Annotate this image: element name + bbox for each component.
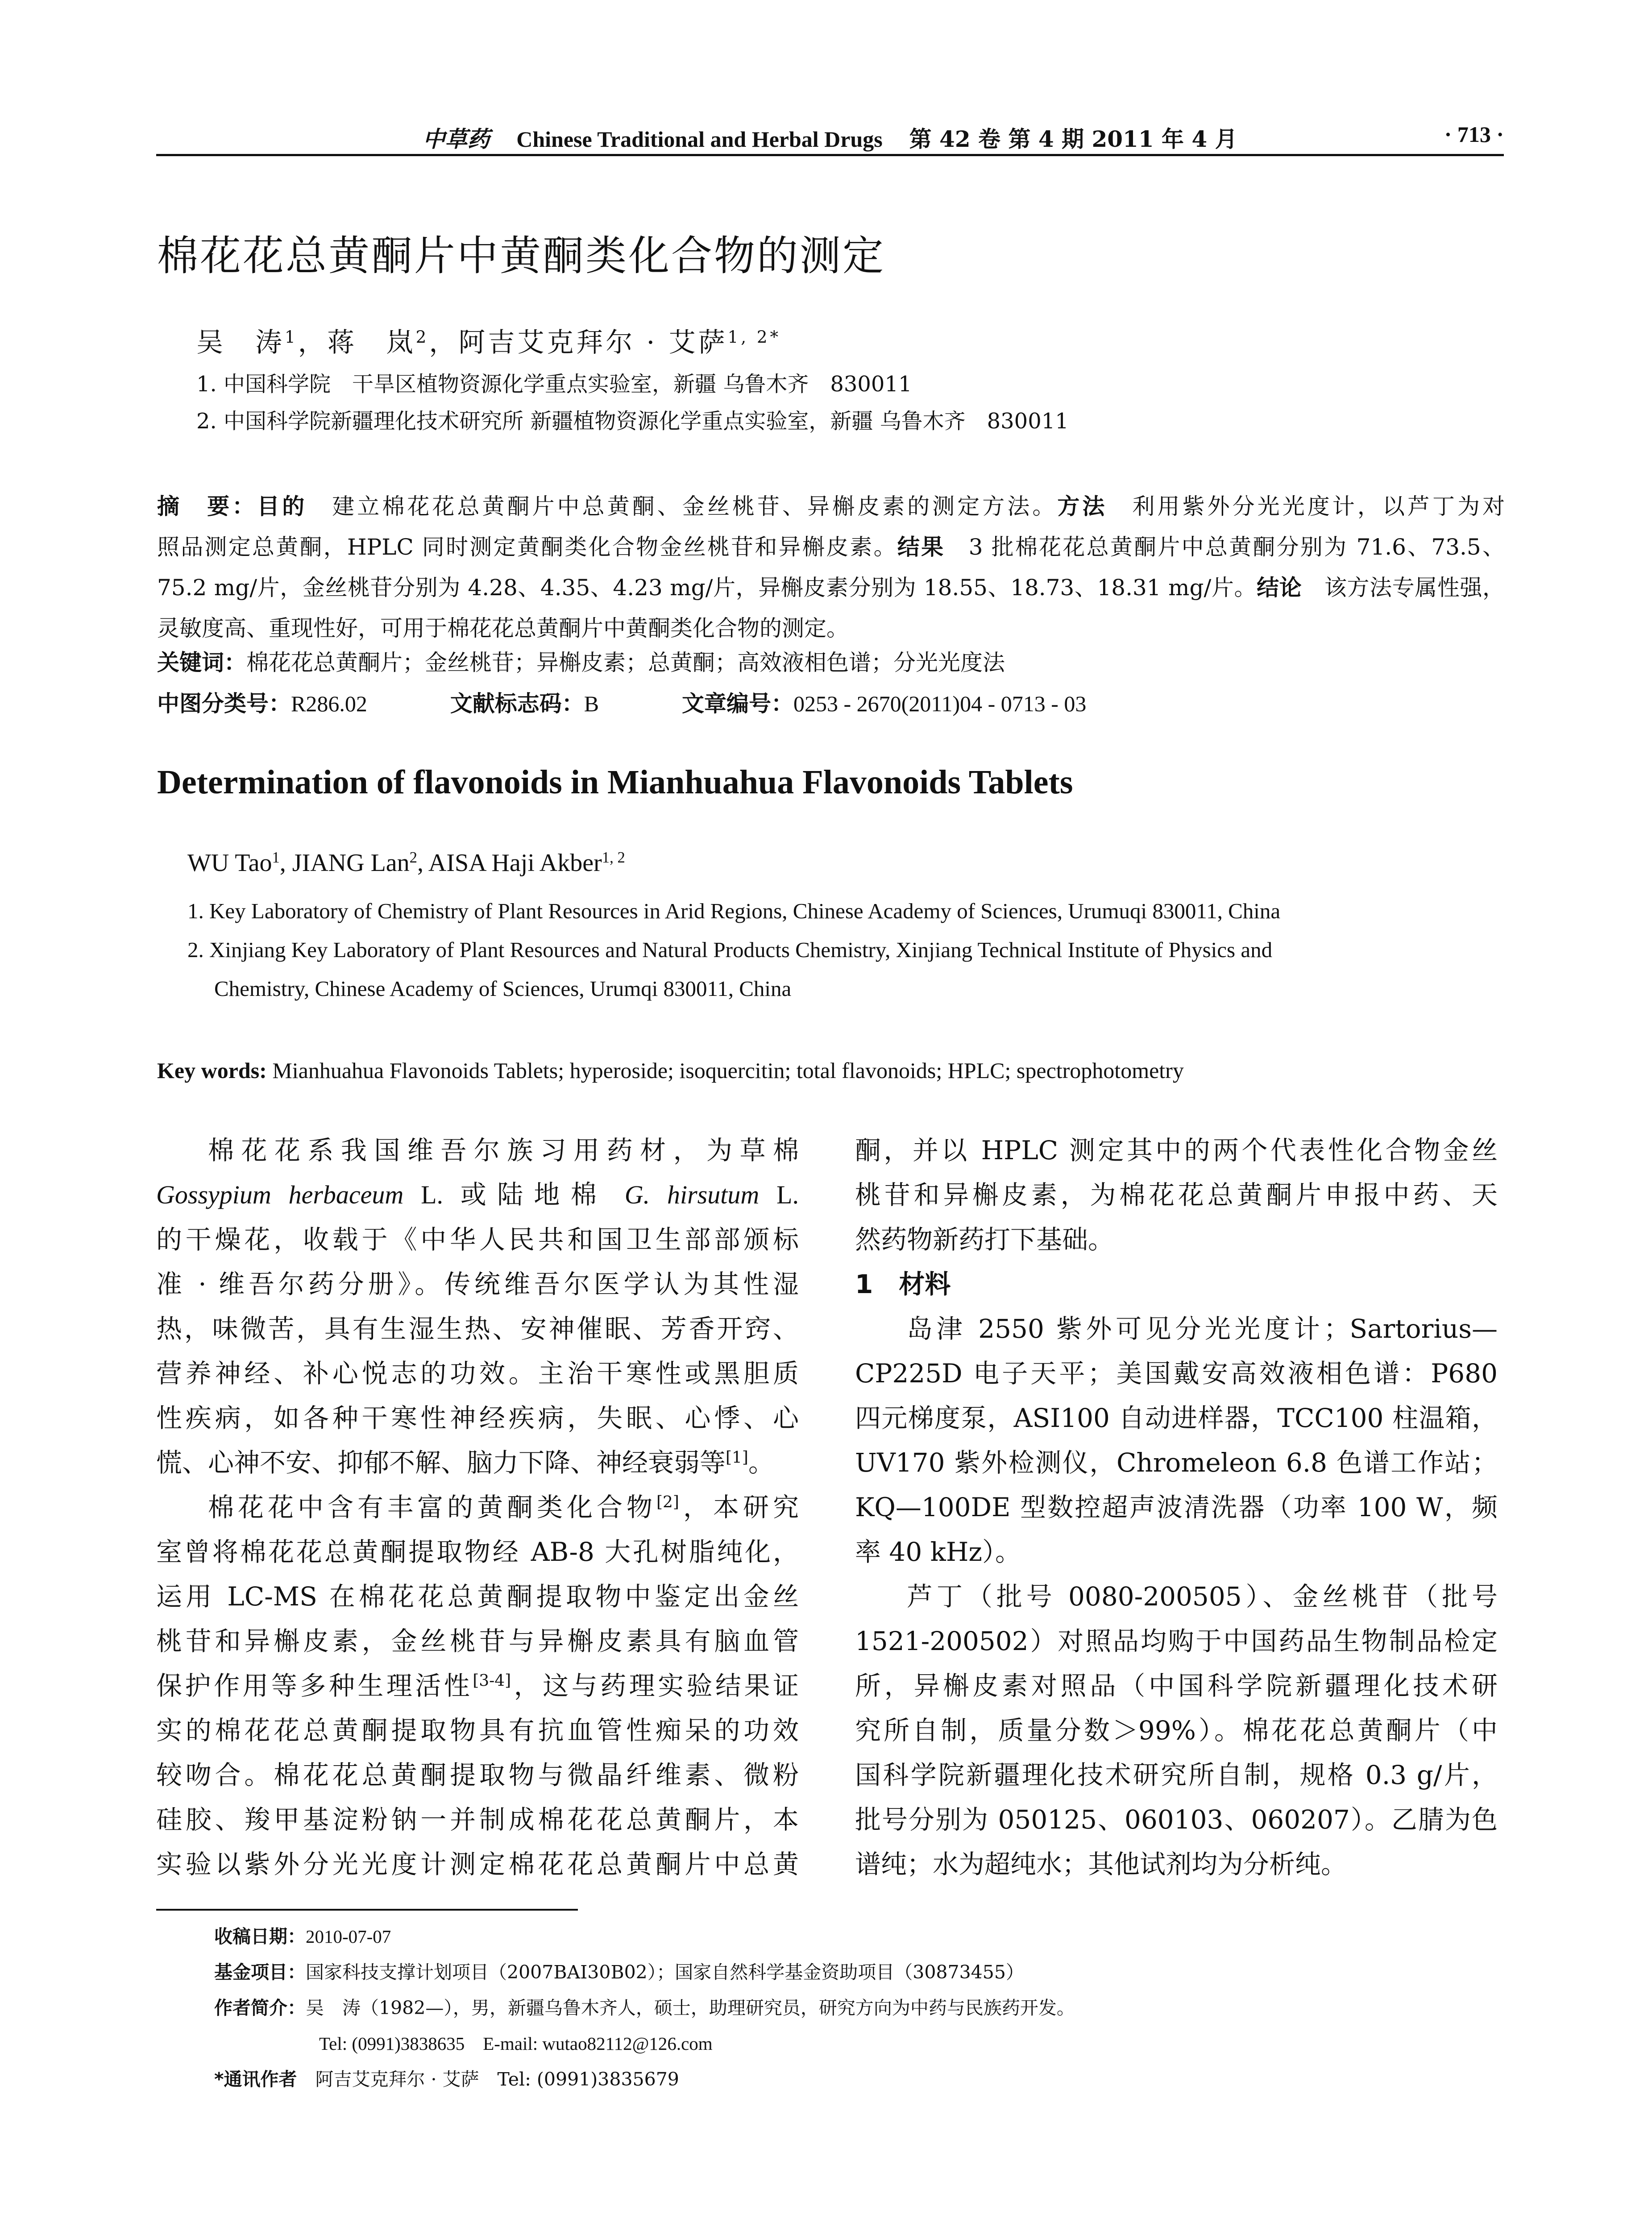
citation: [1]: [726, 1448, 748, 1467]
citation: [3-4]: [473, 1671, 511, 1690]
body-text: L.: [759, 1180, 799, 1209]
abstract-text: 3 批棉花花总黄酮片中总黄酮分别为 71.6、73.5、: [945, 534, 1505, 560]
footnote-received: [214, 1919, 1075, 1954]
cn-affiliation-1: 1. 中国科学院 干旱区植物资源化学重点实验室，新疆 乌鲁木齐 830011: [196, 372, 912, 397]
cn-author-2-aff: 2: [415, 327, 429, 347]
body-line: [156, 1440, 799, 1485]
en-keywords-label: Key words:: [157, 1058, 267, 1083]
body-line: 营养神经、补心悦志的功效。主治干寒性或黑胆质: [156, 1358, 799, 1389]
body-text: L. 或陆地棉: [403, 1180, 625, 1209]
footnote-label: 基金项目：: [214, 1961, 306, 1983]
body-line: 较吻合。棉花花总黄酮提取物与微晶纤维素、微粉: [156, 1760, 799, 1790]
running-header: [156, 121, 1504, 152]
footnote-label: 收稿日期：: [214, 1926, 306, 1947]
footnote-fund: [214, 1954, 1075, 1990]
body-text: 棉花花中含有丰富的黄酮类化合物: [208, 1492, 657, 1522]
cn-author-1-aff: 1: [285, 327, 298, 347]
footnote-text: 阿吉艾克拜尔 · 艾萨 Tel: (0991)3835679: [297, 2069, 679, 2090]
page-number: · 713 ·: [1444, 122, 1504, 147]
doc-code-label: 文献标志码：: [450, 691, 584, 717]
abstract-text: 照品测定总黄酮，HPLC 同时测定黄酮类化合物金丝桃苷和异槲皮素。: [157, 534, 897, 560]
footnote-author-contact: Tel: (0991)3838635 E-mail: wutao82112@126.com: [319, 2033, 713, 2054]
footnote-author-bio: [214, 1990, 1075, 2026]
purpose-label: 目的: [257, 493, 307, 519]
en-author-3-aff: 1, 2: [602, 848, 625, 866]
body-line: 准 · 维吾尔药分册》。传统维吾尔医学认为其性湿: [156, 1269, 799, 1299]
body-column-left: [156, 1128, 799, 1887]
body-line: 批号分别为 050125、060103、060207）。乙腈为色: [855, 1804, 1498, 1835]
body-line: 硅胶、羧甲基淀粉钠一并制成棉花花总黄酮片，本: [156, 1804, 799, 1835]
cn-author-3: ，阿吉艾克拜尔 · 艾萨: [429, 327, 728, 358]
en-author-3: , AISA Haji Akber: [417, 849, 602, 877]
body-text: 保护作用等多种生理活性: [156, 1671, 473, 1701]
body-text: ，这与药理实验结果证: [511, 1671, 799, 1701]
header-rule: [156, 154, 1504, 156]
cn-affiliation-2: 2. 中国科学院新疆理化技术研究所 新疆植物资源化学重点实验室，新疆 乌鲁木齐 830011: [196, 409, 1069, 434]
body-line: 室曾将棉花花总黄酮提取物经 AB-8 大孔树脂纯化，: [156, 1537, 799, 1567]
article-number-label: 文章编号：: [682, 691, 794, 717]
journal-en: Chinese Traditional and Herbal Drugs: [516, 127, 883, 152]
footnote-text: 国家科技支撑计划项目（2007BAI30B02）；国家自然科学基金资助项目（30873455）: [306, 1961, 1024, 1983]
body-line: 热，味微苦，具有生湿生热、安神催眠、芳香开窍、: [156, 1314, 799, 1344]
body-line: [156, 1485, 799, 1530]
body-text: 慌、心神不安、抑郁不解、脑力下降、神经衰弱等: [156, 1447, 726, 1478]
body-line: 究所自制，质量分数＞99%）。棉花花总黄酮片（中: [855, 1715, 1498, 1746]
journal-cn: 中草药: [423, 126, 490, 152]
body-column-right: [855, 1128, 1498, 1887]
footnote-label: 作者简介：: [214, 1997, 306, 2019]
abstract-label: 摘 要：: [157, 493, 257, 519]
abstract-text: 灵敏度高、重现性好，可用于棉花花总黄酮片中黄酮类化合物的测定。: [157, 615, 849, 641]
body-line: 谱纯；水为超纯水；其他试剂均为分析纯。: [855, 1849, 1347, 1879]
clc-value: R286.02: [291, 691, 367, 716]
en-affiliation-1: 1. Key Laboratory of Chemistry of Plant Resources in Arid Regions, Chinese Academy of Sciences, Urumuqi 830011, China: [187, 899, 1281, 923]
en-author-1: WU Tao: [187, 849, 272, 877]
body-line: 然药物新药打下基础。: [855, 1224, 1114, 1255]
footnote-text: 吴 涛（1982—），男，新疆乌鲁木齐人，硕士，助理研究员，研究方向为中药与民族药开发。: [306, 1997, 1075, 2019]
body-line: 所，异槲皮素对照品（中国科学院新疆理化技术研: [855, 1671, 1498, 1701]
footnote-label: *通讯作者: [214, 2069, 297, 2090]
cn-keywords-label: 关键词：: [157, 650, 246, 676]
body-line: 岛津 2550 紫外可见分光光度计；Sartorius—: [907, 1314, 1498, 1344]
cn-authors: [196, 321, 781, 360]
footnote-corresponding: [214, 2061, 1075, 2097]
body-line: 性疾病，如各种干寒性神经疾病，失眠、心悸、心: [156, 1403, 799, 1433]
body-line: 桃苷和异槲皮素，金丝桃苷与异槲皮素具有脑血管: [156, 1626, 799, 1656]
cn-abstract: [157, 486, 1505, 649]
body-line: UV170 紫外检测仪，Chromeleon 6.8 色谱工作站；: [855, 1447, 1498, 1478]
method-label: 方法: [1057, 493, 1108, 519]
issue-info: 第 42 卷 第 4 期 2011 年 4 月: [909, 126, 1237, 152]
en-authors: [187, 849, 625, 877]
body-line: 芦丁（批号 0080-200505）、金丝桃苷（批号: [907, 1581, 1498, 1612]
cn-keywords-text: 棉花花总黄酮片；金丝桃苷；异槲皮素；总黄酮；高效液相色谱；分光光度法: [246, 650, 1005, 676]
en-keywords-text: Mianhuahua Flavonoids Tablets; hyperoside; isoquercitin; total flavonoids; HPLC; spectrophotometry: [266, 1058, 1184, 1083]
body-text: 。: [748, 1447, 774, 1478]
conclusion-label: 结论: [1257, 575, 1302, 601]
classification-line: [157, 686, 1086, 718]
en-title: Determination of flavonoids in Mianhuahua Flavonoids Tablets: [157, 763, 1073, 801]
result-label: 结果: [897, 534, 945, 560]
cn-title: 棉花花总黄酮片中黄酮类化合物的测定: [157, 232, 886, 280]
cn-keywords: [157, 645, 1005, 677]
abstract-text: 建立棉花花总黄酮片中总黄酮、金丝桃苷、异槲皮素的测定方法。: [307, 493, 1058, 519]
cn-author-2: ，蒋 岚: [298, 327, 416, 358]
species-name: Gossypium herbaceum: [156, 1180, 404, 1209]
en-author-2-aff: 2: [409, 848, 417, 866]
body-line: [156, 1173, 799, 1217]
body-line: [156, 1663, 799, 1708]
section-heading-materials: 1 材料: [855, 1269, 951, 1299]
clc-label: 中图分类号：: [157, 691, 291, 717]
article-number-value: 0253 - 2670(2011)04 - 0713 - 03: [793, 691, 1087, 716]
body-text: ，本研究: [679, 1492, 799, 1522]
body-line: 实验以紫外分光光度计测定棉花花总黄酮片中总黄: [156, 1849, 799, 1879]
body-line: 棉花花系我国维吾尔族习用药材，为草棉: [208, 1135, 799, 1165]
footnote-rule: [156, 1909, 578, 1911]
footnotes: [214, 1919, 1075, 2097]
body-line: CP225D 电子天平；美国戴安高效液相色谱：P680: [855, 1358, 1498, 1389]
body-line: 实的棉花花总黄酮提取物具有抗血管性痴呆的功效: [156, 1715, 799, 1746]
body-line: KQ—100DE 型数控超声波清洗器（功率 100 W，频: [855, 1492, 1498, 1522]
body-line: 桃苷和异槲皮素，为棉花花总黄酮片申报中药、天: [855, 1180, 1498, 1210]
body-line: 国科学院新疆理化技术研究所自制，规格 0.3 g/片，: [855, 1760, 1498, 1790]
body-line: 酮，并以 HPLC 测定其中的两个代表性化合物金丝: [855, 1135, 1498, 1165]
citation: [2]: [656, 1493, 679, 1512]
abstract-text: 利用紫外分光光度计，以芦丁为对: [1107, 493, 1505, 519]
abstract-text: 该方法专属性强，: [1302, 575, 1505, 601]
cn-author-3-aff: 1, 2*: [727, 327, 781, 347]
body-line: 的干燥花，收载于《中华人民共和国卫生部部颁标: [156, 1224, 799, 1255]
abstract-text: 75.2 mg/片，金丝桃苷分别为 4.28、4.35、4.23 mg/片，异槲皮素分别为 18.55、18.73、18.31 mg/片。: [157, 575, 1257, 601]
en-author-1-aff: 1: [272, 848, 280, 866]
en-affiliation-2-cont: Chemistry, Chinese Academy of Sciences, Urumqi 830011, China: [214, 976, 792, 1001]
en-affiliation-2: 2. Xinjiang Key Laboratory of Plant Resources and Natural Products Chemistry, Xinjiang Technical Institute of Physics and: [187, 937, 1273, 962]
doc-code-value: B: [584, 691, 599, 716]
footnote-text: 2010-07-07: [306, 1926, 391, 1947]
species-name: G. hirsutum: [624, 1180, 760, 1209]
body-line: 运用 LC-MS 在棉花花总黄酮提取物中鉴定出金丝: [156, 1581, 799, 1612]
cn-author-1: 吴 涛: [196, 327, 285, 358]
body-line: 1521-200502）对照品均购于中国药品生物制品检定: [855, 1626, 1498, 1656]
body-line: 四元梯度泵，ASI100 自动进样器，TCC100 柱温箱，: [855, 1403, 1498, 1433]
en-author-2: , JIANG Lan: [279, 849, 410, 877]
body-line: 率 40 kHz）。: [855, 1537, 1021, 1567]
en-keywords: [157, 1057, 1184, 1083]
